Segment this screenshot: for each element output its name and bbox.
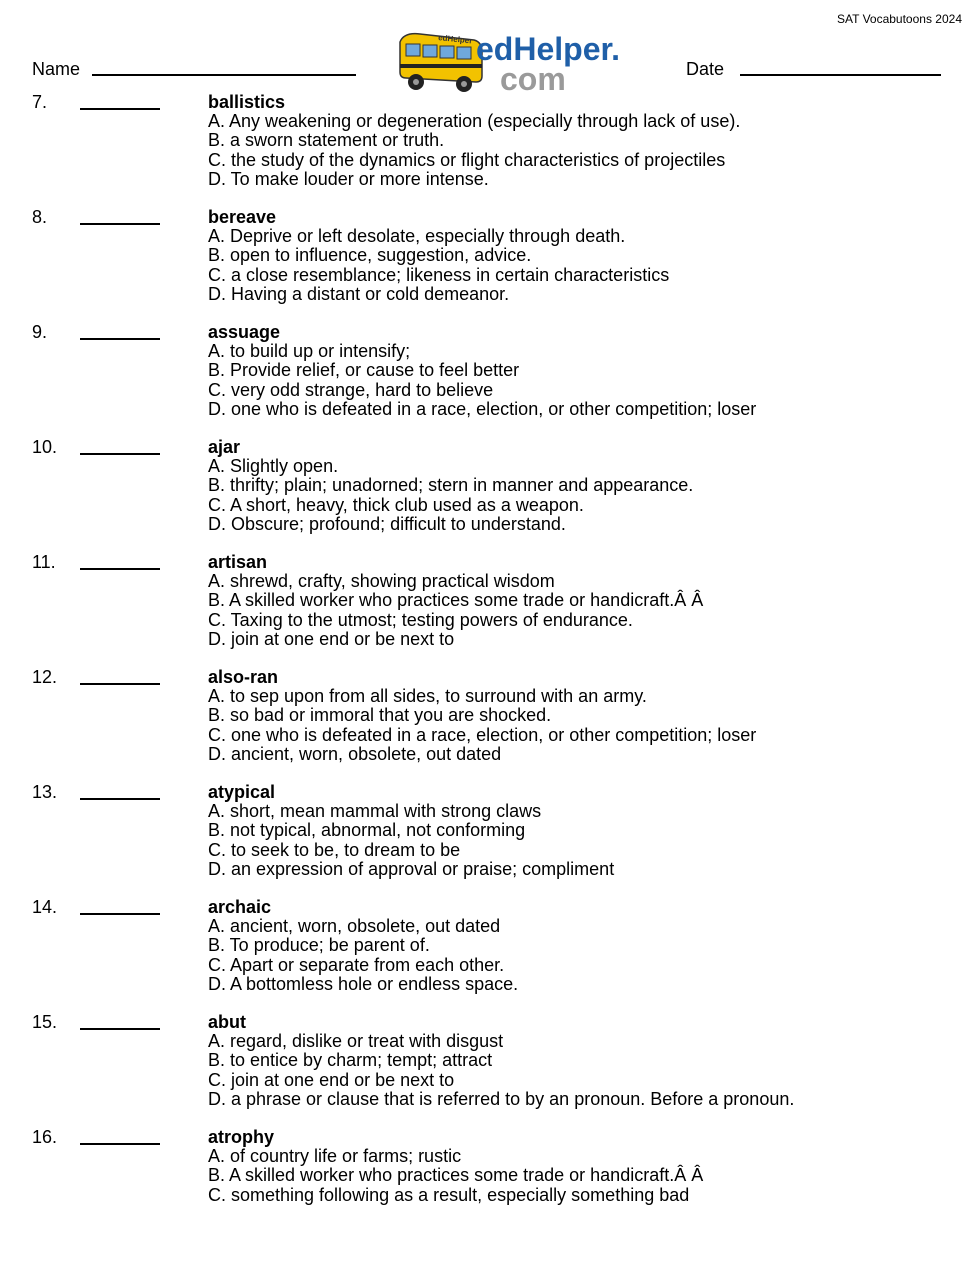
answer-blank[interactable] — [80, 338, 160, 340]
date-field-line[interactable] — [740, 74, 941, 76]
answer-option: B. Provide relief, or cause to feel better — [208, 360, 520, 381]
vocabulary-word: also-ran — [208, 667, 279, 687]
answer-option: C. to seek to be, to dream to be — [208, 839, 461, 860]
vocabulary-word: artisan — [208, 552, 268, 572]
answer-option: B. to entice by charm; tempt; attract — [208, 1050, 493, 1071]
answer-option: A. ancient, worn, obsolete, out dated — [208, 916, 501, 937]
question-number: 10. — [32, 437, 58, 457]
vocabulary-word: abut — [208, 1012, 246, 1032]
answer-option: D. To make louder or more intense. — [208, 168, 489, 189]
question-item — [0, 323, 979, 433]
answer-option: D. a phrase or clause that is referred to by an pronoun. Before a pronoun. — [208, 1088, 795, 1109]
question-item — [0, 898, 979, 1008]
answer-option: A. of country life or farms; rustic — [208, 1146, 462, 1167]
answer-option: C. a close resemblance; likeness in certain characteristics — [208, 264, 670, 285]
answer-option: A. to sep upon from all sides, to surround with an army. — [208, 686, 647, 707]
question-item — [0, 783, 979, 893]
vocabulary-word: ballistics — [208, 92, 286, 112]
answer-option: B. so bad or immoral that you are shocked. — [208, 705, 552, 726]
answer-blank[interactable] — [80, 568, 160, 570]
answer-option: B. A skilled worker who practices some trade or handicraft.Â Â — [208, 1165, 704, 1186]
answer-blank[interactable] — [80, 453, 160, 455]
question-number: 11. — [32, 552, 56, 572]
vocabulary-word: assuage — [208, 322, 281, 342]
answer-option: D. Having a distant or cold demeanor. — [208, 283, 510, 304]
answer-option: C. something following as a result, especially something bad — [208, 1184, 690, 1205]
vocabulary-word: ajar — [208, 437, 241, 457]
logo-main-text: edHelper. — [476, 31, 621, 67]
date-label: Date — [686, 59, 725, 79]
question-item — [0, 93, 979, 203]
answer-option: C. one who is defeated in a race, election, or other competition; loser — [208, 724, 757, 745]
answer-option: D. one who is defeated in a race, election, or other competition; loser — [208, 398, 757, 419]
answer-blank[interactable] — [80, 108, 160, 110]
answer-option: A. shrewd, crafty, showing practical wisdom — [208, 571, 555, 592]
question-body — [208, 93, 740, 189]
answer-option: A. Any weakening or degeneration (especially through lack of use). — [208, 111, 741, 132]
name-label: Name — [32, 59, 81, 79]
answer-option: B. To produce; be parent of. — [208, 935, 430, 956]
question-number: 7. — [32, 92, 48, 112]
edhelper-logo — [396, 24, 621, 98]
question-number: 16. — [32, 1127, 58, 1147]
answer-option: A. Slightly open. — [208, 456, 339, 477]
answer-blank[interactable] — [80, 1143, 160, 1145]
question-item — [0, 1013, 979, 1123]
answer-option: C. A short, heavy, thick club used as a weapon. — [208, 494, 584, 515]
answer-option: D. Obscure; profound; difficult to understand. — [208, 513, 566, 534]
question-body — [208, 438, 693, 534]
answer-option: B. a sworn statement or truth. — [208, 130, 445, 151]
question-body — [208, 323, 756, 419]
answer-option: C. very odd strange, hard to believe — [208, 379, 494, 400]
vocabulary-word: archaic — [208, 897, 272, 917]
question-body — [208, 783, 614, 879]
school-bus-icon — [400, 33, 482, 92]
question-number: 12. — [32, 667, 58, 687]
answer-option: A. to build up or intensify; — [208, 341, 411, 362]
answer-blank[interactable] — [80, 683, 160, 685]
logo-bus-text: edHelper — [437, 33, 473, 46]
question-body — [208, 668, 756, 764]
answer-option: A. short, mean mammal with strong claws — [208, 801, 542, 822]
answer-blank[interactable] — [80, 1028, 160, 1030]
answer-option: B. not typical, abnormal, not conforming — [208, 820, 526, 841]
question-body — [208, 1013, 794, 1109]
answer-option: A. Deprive or left desolate, especially through death. — [208, 226, 626, 247]
answer-option: B. A skilled worker who practices some trade or handicraft.Â Â — [208, 590, 704, 611]
question-number: 13. — [32, 782, 58, 802]
question-number: 9. — [32, 322, 48, 342]
vocabulary-word: bereave — [208, 207, 277, 227]
answer-option: A. regard, dislike or treat with disgust — [208, 1031, 504, 1052]
vocabulary-word: atypical — [208, 782, 276, 802]
name-field-line[interactable] — [92, 74, 356, 76]
answer-option: D. ancient, worn, obsolete, out dated — [208, 743, 502, 764]
answer-option: B. open to influence, suggestion, advice. — [208, 245, 532, 266]
question-number: 8. — [32, 207, 48, 227]
answer-blank[interactable] — [80, 913, 160, 915]
answer-option: C. Apart or separate from each other. — [208, 954, 505, 975]
answer-option: D. an expression of approval or praise; compliment — [208, 858, 615, 879]
question-body — [208, 553, 703, 649]
answer-blank[interactable] — [80, 798, 160, 800]
answer-option: C. Taxing to the utmost; testing powers of endurance. — [208, 609, 633, 630]
question-body — [208, 208, 669, 304]
question-number: 14. — [32, 897, 58, 917]
question-item — [0, 553, 979, 663]
question-item — [0, 438, 979, 548]
question-item — [0, 668, 979, 778]
question-number: 15. — [32, 1012, 58, 1032]
answer-option: B. thrifty; plain; unadorned; stern in manner and appearance. — [208, 475, 694, 496]
vocabulary-word: atrophy — [208, 1127, 275, 1147]
answer-option: C. join at one end or be next to — [208, 1069, 455, 1090]
question-item — [0, 1128, 979, 1238]
question-item — [0, 208, 979, 318]
answer-option: C. the study of the dynamics or flight characteristics of projectiles — [208, 149, 726, 170]
document-title: SAT Vocabutoons 2024 — [837, 12, 962, 26]
logo-sub-text: com — [500, 61, 566, 97]
answer-option: D. A bottomless hole or endless space. — [208, 973, 519, 994]
question-body — [208, 898, 518, 994]
answer-blank[interactable] — [80, 223, 160, 225]
answer-option: D. join at one end or be next to — [208, 628, 455, 649]
question-body — [208, 1128, 703, 1205]
